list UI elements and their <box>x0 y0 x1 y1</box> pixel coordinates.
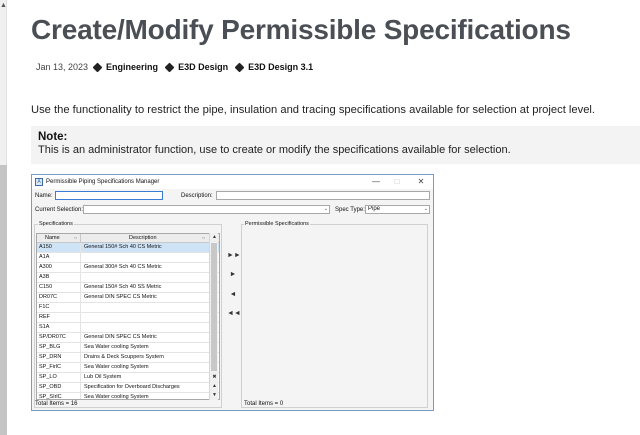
cell-description: Sea Water cooling System <box>84 394 149 400</box>
cell-description: Sea Water cooling System <box>84 344 149 350</box>
cell-description: General DIN SPEC CS Metric <box>84 334 157 340</box>
table-row[interactable] <box>37 243 219 253</box>
note-text: This is an administrator function, use to create or modify the specifications available for selection. <box>38 144 511 156</box>
close-icon[interactable]: ✖ <box>212 374 217 380</box>
cell-description: Drains & Deck Scuppers System <box>84 354 164 360</box>
add-button[interactable]: ► <box>229 271 237 278</box>
add-all-button[interactable]: ►► <box>227 252 241 259</box>
scroll-up-icon[interactable]: ▲ <box>0 2 7 9</box>
table-row[interactable] <box>37 373 219 383</box>
column-header-description[interactable]: Description ⇔ <box>129 235 206 241</box>
remove-button[interactable]: ◄ <box>229 291 237 298</box>
cell-name: A3B <box>37 273 81 282</box>
cell-description <box>81 303 208 312</box>
chevron-down-icon: ⌄ <box>423 206 428 212</box>
cell-name: SP_OBD <box>37 383 81 392</box>
tag-icon <box>235 62 245 72</box>
cell-description <box>81 313 208 322</box>
specifications-group-title: Specifications <box>39 221 73 227</box>
table-row[interactable] <box>37 333 219 343</box>
cell-name: SP/DR07C <box>37 333 81 342</box>
permissible-specifications-group[interactable] <box>241 224 428 408</box>
tag-e3d-design[interactable]: E3D Design <box>166 62 228 72</box>
publish-date: Jan 13, 2023 <box>36 62 89 72</box>
note-box <box>31 126 640 164</box>
page-scrollbar[interactable] <box>0 0 7 435</box>
cell-name: A1A <box>37 253 81 262</box>
move-down-icon[interactable]: ▼ <box>212 392 217 398</box>
table-scrollbar[interactable] <box>209 233 218 400</box>
tag-icon <box>93 62 103 72</box>
name-field[interactable] <box>55 191 163 200</box>
table-row[interactable] <box>37 383 219 393</box>
cell-description: General 150# Sch 40 SS Metric <box>84 284 162 290</box>
cell-name: C150 <box>37 283 81 292</box>
current-selection-dropdown[interactable] <box>83 205 330 214</box>
cell-description: General 300# Sch 40 CS Metric <box>84 264 162 270</box>
intro-paragraph: Use the functionality to restrict the pipe, insulation and tracing specifications available for selection at project level. <box>31 104 596 116</box>
table-header <box>37 234 219 243</box>
scroll-up-icon[interactable]: ▲ <box>212 234 217 240</box>
cell-description: Sea Water cooling System <box>84 364 149 370</box>
article-meta <box>36 62 321 72</box>
total-items-left: Total Items = 16 <box>35 401 78 407</box>
total-items-right: Total Items = 0 <box>244 401 284 407</box>
cell-name: SP_BLG <box>37 343 81 352</box>
table-row[interactable] <box>37 303 219 313</box>
table-row[interactable] <box>37 283 219 293</box>
table-row[interactable] <box>37 253 219 263</box>
cell-description <box>81 273 208 282</box>
tag-icon <box>165 62 175 72</box>
cell-name: F1C <box>37 303 81 312</box>
move-up-icon[interactable]: ▲ <box>212 383 217 389</box>
app-icon: A <box>35 178 43 186</box>
cell-name: REF <box>37 313 81 322</box>
table-row[interactable] <box>37 273 219 283</box>
table-scroll-thumb[interactable] <box>211 243 217 371</box>
name-label: Name: <box>35 193 53 199</box>
specifications-table[interactable] <box>36 233 220 400</box>
dialog-titlebar <box>32 175 433 189</box>
page-scroll-thumb[interactable] <box>0 165 7 435</box>
minimize-icon[interactable]: — <box>372 177 380 186</box>
dialog-title: Permissible Piping Specifications Manager <box>46 179 160 185</box>
close-icon[interactable]: ✕ <box>417 177 425 186</box>
cell-description <box>81 323 208 332</box>
table-row[interactable] <box>37 313 219 323</box>
permissible-specs-dialog-screenshot <box>31 174 434 411</box>
cell-description: General DIN SPEC CS Metric <box>84 294 157 300</box>
table-row[interactable] <box>37 343 219 353</box>
tag-engineering[interactable]: Engineering <box>94 62 158 72</box>
cell-description <box>81 253 208 262</box>
table-row[interactable] <box>37 323 219 333</box>
cell-name: DR07C <box>37 293 81 302</box>
description-field[interactable] <box>216 191 430 200</box>
spec-type-label: Spec Type: <box>335 207 365 213</box>
table-row[interactable] <box>37 263 219 273</box>
chevron-down-icon: ⌄ <box>323 206 328 212</box>
cell-name: SP_DRN <box>37 353 81 362</box>
table-row[interactable] <box>37 293 219 303</box>
current-selection-label: Current Selection: <box>35 207 84 213</box>
cell-name: A150 <box>37 243 81 252</box>
table-row[interactable] <box>37 363 219 373</box>
cell-description: General 150# Sch 40 CS Metric <box>84 244 162 250</box>
cell-name: SP_SIrlC <box>37 393 81 400</box>
cell-name: A300 <box>37 263 81 272</box>
table-body <box>37 243 219 400</box>
sort-icon: ⇔ <box>73 235 78 241</box>
cell-description: Specification for Overboard Discharges <box>84 384 180 390</box>
permissible-group-title: Permissible Specifications <box>245 221 309 227</box>
column-header-name[interactable]: Name ⇔ <box>37 234 81 242</box>
cell-description: Lub Oil System <box>84 374 122 380</box>
spec-type-dropdown[interactable]: Pipe ⌄ <box>365 205 430 214</box>
sort-icon: ⇔ <box>201 235 206 241</box>
cell-name: SP_FirlC <box>37 363 81 372</box>
table-row[interactable] <box>37 353 219 363</box>
cell-name: SP_LO <box>37 373 81 382</box>
tag-e3d-design-3-1[interactable]: E3D Design 3.1 <box>236 62 313 72</box>
note-title: Note: <box>38 131 68 143</box>
page-title: Create/Modify Permissible Specifications <box>31 14 571 45</box>
cell-name: S1A <box>37 323 81 332</box>
table-row[interactable] <box>37 393 219 400</box>
maximize-icon[interactable]: □ <box>394 177 400 186</box>
description-label: Description: <box>181 193 213 199</box>
remove-all-button[interactable]: ◄◄ <box>227 310 241 317</box>
